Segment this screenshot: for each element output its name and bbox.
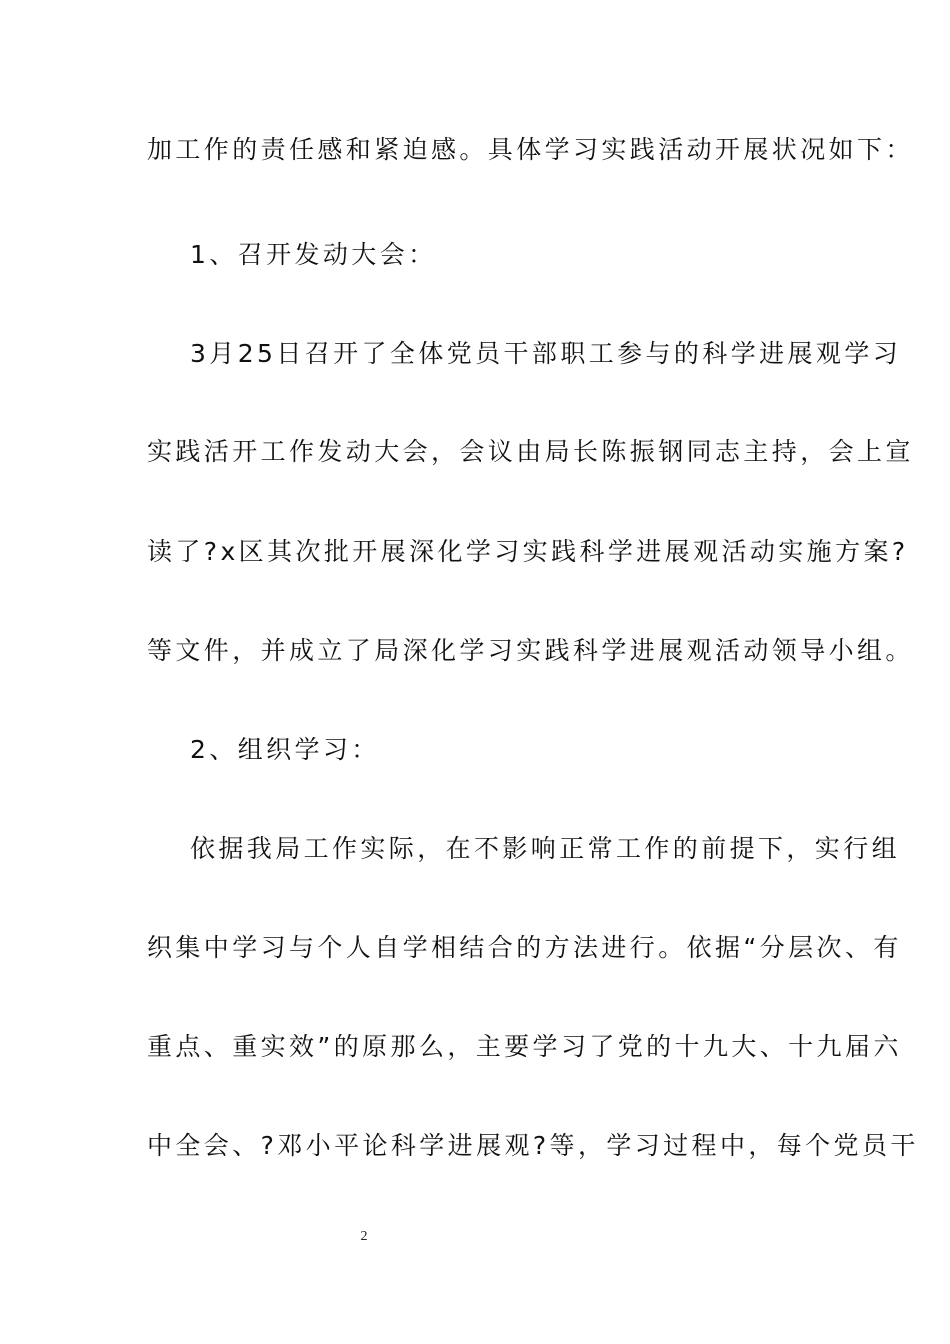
text-line-10: 重点、重实效”的原那么，主要学习了党的十九大、十九届六	[147, 1032, 902, 1061]
section-heading-1: 1、召开发动大会：	[190, 240, 437, 269]
text-line-8: 依据我局工作实际，在不影响正常工作的前提下，实行组	[190, 834, 901, 863]
text-line-1: 加工作的责任感和紧迫感。具体学习实践活动开展状况如下：	[147, 135, 914, 164]
page-number: 2	[360, 1229, 368, 1244]
text-line-5: 读了?x区其次批开展深化学习实践科学进展观活动实施方案?	[147, 537, 909, 566]
text-line-4: 实践活开工作发动大会，会议由局长陈振钢同志主持，会上宣	[147, 437, 914, 466]
text-line-6: 等文件，并成立了局深化学习实践科学进展观活动领导小组。	[147, 636, 914, 665]
text-line-9: 织集中学习与个人自学相结合的方法进行。依据“分层次、有	[147, 933, 902, 962]
text-line-3: 3月25日召开了全体党员干部职工参与的科学进展观学习	[190, 339, 902, 368]
text-line-11: 中全会、?邓小平论科学进展观?等，学习过程中，每个党员干	[147, 1131, 919, 1160]
section-heading-2: 2、组织学习：	[190, 735, 380, 764]
